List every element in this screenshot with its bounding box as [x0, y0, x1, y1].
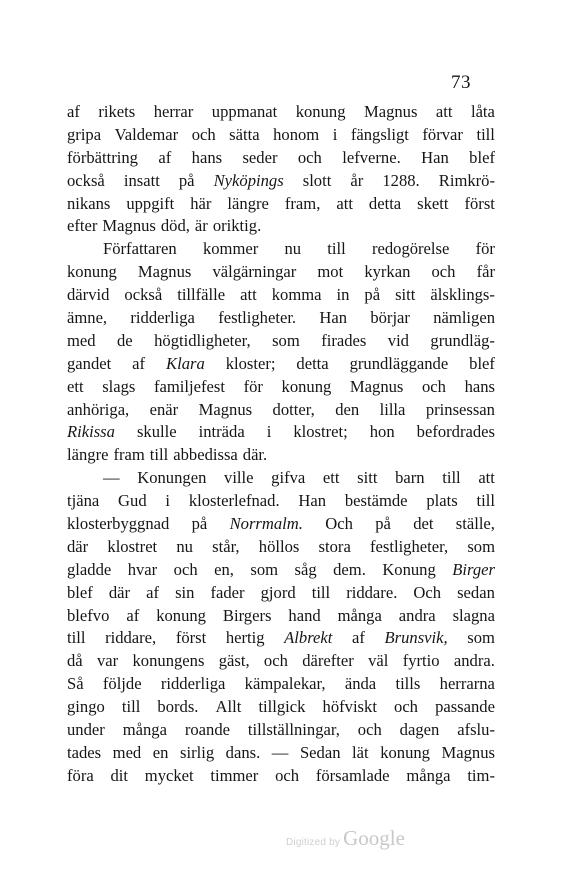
word: väl: [368, 651, 389, 671]
word: och: [173, 559, 198, 579]
word: också: [124, 285, 163, 305]
italic-word: Brunsvik,: [384, 628, 448, 648]
word: familjefest: [154, 376, 225, 396]
word: att: [336, 193, 353, 213]
word: ett: [322, 468, 340, 488]
text-line: [67, 742, 495, 765]
word: Han: [298, 491, 327, 511]
word: efter: [67, 216, 98, 236]
word: här: [190, 193, 212, 213]
word: honom: [273, 124, 320, 144]
word: gjord: [260, 582, 296, 602]
text-line: [67, 719, 495, 742]
word: och: [431, 262, 456, 282]
word: sedan: [457, 582, 495, 602]
word: och: [263, 651, 288, 671]
word: anhöriga,: [67, 399, 130, 419]
word: skett: [417, 193, 449, 213]
word: där: [108, 582, 131, 602]
word: klosterlefnad.: [188, 491, 280, 511]
word: befordrades: [416, 422, 495, 442]
word: högtidligheter,: [154, 330, 251, 350]
italic-word: Rikissa: [67, 422, 115, 442]
word: ända: [344, 674, 377, 694]
word: uppgift: [126, 193, 175, 213]
word: och: [275, 765, 300, 785]
word: riddare.: [346, 582, 398, 602]
word: grundläggande: [349, 353, 449, 373]
word: Han: [421, 147, 449, 167]
italic-word: Albrekt: [284, 628, 333, 648]
word: firades: [321, 330, 367, 350]
text-line: [67, 307, 495, 330]
word: klostret: [107, 536, 158, 556]
word: oriktig.: [212, 216, 262, 236]
word: passande: [435, 697, 495, 717]
digitization-watermark: [286, 826, 405, 851]
word: längre: [67, 445, 109, 465]
word: plats: [426, 491, 458, 511]
word: fader: [210, 582, 245, 602]
text-line: [67, 215, 495, 238]
word: afslu-: [457, 720, 495, 740]
word: i: [165, 491, 171, 511]
word: kyrkan: [364, 262, 411, 282]
page-number: 73: [451, 72, 471, 93]
word: med: [112, 742, 142, 762]
word: på: [178, 170, 195, 190]
word: i: [332, 124, 338, 144]
word: nu: [284, 239, 302, 259]
word: gladde: [67, 559, 112, 579]
word: det: [413, 514, 434, 534]
text-line: [67, 605, 495, 628]
word: seder: [242, 147, 278, 167]
word: med: [67, 330, 96, 350]
word: och: [191, 124, 216, 144]
word: tills: [395, 674, 421, 694]
word: fängsligt: [350, 124, 409, 144]
word: sitt: [395, 285, 416, 305]
word: dagen: [399, 720, 440, 740]
word: af: [158, 147, 172, 167]
word: följde: [102, 674, 142, 694]
word: många: [337, 605, 382, 625]
word: Magnus: [349, 376, 404, 396]
word: sätta: [229, 124, 260, 144]
word: de: [117, 330, 133, 350]
word: —: [271, 742, 289, 762]
word: slagna: [452, 605, 495, 625]
word: Allt: [215, 697, 242, 717]
word: grundläg-: [430, 330, 495, 350]
word: fyrtio: [402, 651, 440, 671]
text-line: [67, 696, 495, 719]
word: detta: [296, 353, 329, 373]
word: bestämde: [344, 491, 408, 511]
word: tillställningar,: [247, 720, 340, 740]
word: Konung: [382, 559, 436, 579]
word: gäst,: [218, 651, 250, 671]
word: gripa: [67, 124, 102, 144]
word: af: [146, 582, 160, 602]
word: klostret;: [293, 422, 348, 442]
word: komma: [271, 285, 322, 305]
word: i: [266, 422, 272, 442]
word: Sedan: [299, 742, 341, 762]
word: 1288.: [382, 170, 420, 190]
word: som: [272, 330, 300, 350]
text-line: [67, 353, 495, 376]
word: prinsessan: [425, 399, 495, 419]
word: lefverne.: [342, 147, 401, 167]
word: konung: [156, 605, 206, 625]
word: till: [476, 491, 495, 511]
word: mycket: [144, 765, 194, 785]
word: den: [335, 399, 360, 419]
word: Konungen: [137, 468, 207, 488]
word: Så: [67, 674, 84, 694]
word: insatt: [123, 170, 160, 190]
word: enär: [149, 399, 179, 419]
word: sirlig: [180, 742, 215, 762]
word: till: [476, 124, 495, 144]
word: såg: [294, 559, 317, 579]
word: en,: [214, 559, 234, 579]
word: församlade: [315, 765, 390, 785]
word: Och: [325, 514, 353, 534]
word: först: [464, 193, 495, 213]
word: blef: [469, 353, 495, 373]
word: af: [352, 628, 365, 648]
word: som: [467, 628, 495, 648]
word: af: [67, 102, 80, 121]
word: Författaren: [103, 239, 177, 259]
word: där.: [242, 445, 268, 465]
text-line: [67, 765, 495, 788]
word: Valdemar: [114, 124, 179, 144]
text-line: [67, 284, 495, 307]
word: förbättring: [67, 147, 138, 167]
word: klosterbyggnad: [67, 514, 170, 534]
word: kloster;: [225, 353, 276, 373]
word: hand: [288, 605, 321, 625]
word: till: [327, 239, 346, 259]
word: och: [297, 147, 322, 167]
word: Rimkrö-: [438, 170, 495, 190]
word: står,: [212, 536, 240, 556]
word: konung: [295, 102, 346, 121]
word: förvar: [422, 124, 463, 144]
text-line: [67, 101, 495, 124]
word: abbedissa: [173, 445, 238, 465]
word: Magnus: [198, 399, 253, 419]
word: som: [250, 559, 279, 579]
word: nu: [176, 536, 193, 556]
word: som: [467, 536, 495, 556]
italic-word: Birger: [452, 559, 495, 579]
text-line: [67, 261, 495, 284]
word: till: [149, 445, 169, 465]
word: för: [243, 376, 263, 396]
word: redogörelse: [371, 239, 450, 259]
word: festligheter,: [370, 536, 449, 556]
word: lilla: [379, 399, 406, 419]
word: dit: [110, 765, 129, 785]
word: längre: [227, 193, 269, 213]
text-line: [67, 376, 495, 399]
word: konung: [380, 742, 430, 762]
word: hans: [191, 147, 223, 167]
word: rikets: [98, 102, 136, 121]
text-line: [67, 124, 495, 147]
word: detta: [368, 193, 402, 213]
text-line: [67, 147, 495, 170]
word: tim-: [467, 765, 495, 785]
word: att: [240, 285, 257, 305]
text-line: [67, 627, 495, 650]
word: år: [350, 170, 364, 190]
word: ridderliga: [130, 308, 195, 328]
text-line: [67, 421, 495, 444]
word: roande: [184, 720, 230, 740]
word: till: [442, 468, 461, 488]
word: är: [194, 216, 208, 236]
word: Magnus: [137, 262, 192, 282]
word: på: [364, 285, 381, 305]
word: barn: [395, 468, 425, 488]
word: ämne,: [67, 308, 108, 328]
word: börjar: [370, 308, 410, 328]
word: stora: [318, 536, 351, 556]
text-line: [67, 330, 495, 353]
word: ställe,: [455, 514, 495, 534]
word: kommer: [202, 239, 259, 259]
word: många: [406, 765, 451, 785]
word: sitt: [357, 468, 378, 488]
word: af: [126, 605, 140, 625]
word: hans: [464, 376, 495, 396]
word: herrarna: [439, 674, 495, 694]
word: gifva: [271, 468, 306, 488]
word: dem.: [333, 559, 366, 579]
word: sin: [175, 582, 195, 602]
word: höllos: [258, 536, 300, 556]
word: ridderliga: [160, 674, 226, 694]
word: och: [394, 697, 418, 717]
word: därvid: [67, 285, 110, 305]
word: till: [311, 582, 331, 602]
text-line: [67, 444, 495, 467]
word: festligheter.: [218, 308, 297, 328]
word: till: [121, 697, 141, 717]
word: då: [67, 651, 83, 671]
word: timmer: [210, 765, 259, 785]
word: först: [175, 628, 207, 648]
word: in: [336, 285, 350, 305]
word: uppmanat: [211, 102, 278, 121]
word: under: [67, 720, 105, 740]
word: Han: [319, 308, 348, 328]
word: slags: [102, 376, 136, 396]
word: ville: [224, 468, 254, 488]
word: därefter: [302, 651, 354, 671]
text-line: [67, 238, 495, 261]
word: Och: [413, 582, 442, 602]
text-line: [67, 650, 495, 673]
text-line: [67, 193, 495, 216]
word: dotter,: [272, 399, 315, 419]
word: och: [357, 720, 382, 740]
word: bords.: [157, 697, 199, 717]
word: slott: [302, 170, 332, 190]
word: konung: [67, 262, 117, 282]
word: mot: [317, 262, 344, 282]
word: och: [422, 376, 446, 396]
word: får: [476, 262, 495, 282]
word: till: [67, 628, 86, 648]
word: på: [375, 514, 391, 534]
italic-word: Norrmalm.: [229, 514, 303, 534]
word: Birgers: [222, 605, 272, 625]
word: blefvo: [67, 605, 110, 625]
word: att: [435, 102, 453, 121]
word: vid: [387, 330, 409, 350]
word: död,: [160, 216, 190, 236]
word: många: [122, 720, 167, 740]
word: hon: [369, 422, 395, 442]
word: herrar: [153, 102, 194, 121]
word: älsklings-: [430, 285, 495, 305]
italic-word: Nyköpings: [213, 170, 284, 190]
text-line: [67, 490, 495, 513]
text-line: [67, 536, 495, 559]
word: var: [96, 651, 119, 671]
word: att: [478, 468, 495, 488]
text-line: [67, 582, 495, 605]
word: också: [67, 170, 105, 190]
italic-word: Klara: [166, 353, 205, 373]
word: tjäna: [67, 491, 100, 511]
word: höfviskt: [322, 697, 377, 717]
word: nämligen: [433, 308, 495, 328]
word: konungens: [132, 651, 205, 671]
word: på: [191, 514, 208, 534]
word: ett: [67, 376, 84, 396]
word: riddare,: [105, 628, 157, 648]
word: där: [67, 536, 89, 556]
text-line: [67, 170, 495, 193]
text-line: [67, 513, 495, 536]
word: lät: [352, 742, 369, 762]
word: fram: [113, 445, 145, 465]
word: skulle: [136, 422, 177, 442]
word: tillfälle: [177, 285, 226, 305]
word: blef: [469, 147, 495, 167]
body-text: [67, 101, 495, 788]
text-line: [67, 559, 495, 582]
watermark-prefix: Digitized by: [286, 837, 341, 848]
word: tades: [67, 742, 102, 762]
word: föra: [67, 765, 94, 785]
word: tillgick: [258, 697, 306, 717]
word: låta: [470, 102, 495, 121]
word: välgärningar: [212, 262, 297, 282]
word: en: [152, 742, 169, 762]
word: för: [475, 239, 495, 259]
word: Gud: [118, 491, 147, 511]
word: dans.: [225, 742, 261, 762]
word: —: [103, 468, 120, 488]
word: konung: [281, 376, 332, 396]
google-logo: Google: [343, 826, 405, 850]
word: hvar: [127, 559, 158, 579]
text-line: [67, 673, 495, 696]
word: gandet: [67, 353, 112, 373]
word: gingo: [67, 697, 105, 717]
text-line: [67, 467, 495, 490]
word: nikans: [67, 193, 111, 213]
text-line: [67, 399, 495, 422]
word: hertig: [225, 628, 265, 648]
word: Magnus: [102, 216, 156, 236]
word: andra.: [453, 651, 495, 671]
word: inträda: [198, 422, 245, 442]
word: fram,: [284, 193, 321, 213]
word: andra: [398, 605, 436, 625]
word: blef: [67, 582, 93, 602]
word: af: [132, 353, 146, 373]
word: Magnus: [363, 102, 418, 121]
word: Magnus: [441, 742, 495, 762]
word: kämpalekar,: [244, 674, 326, 694]
